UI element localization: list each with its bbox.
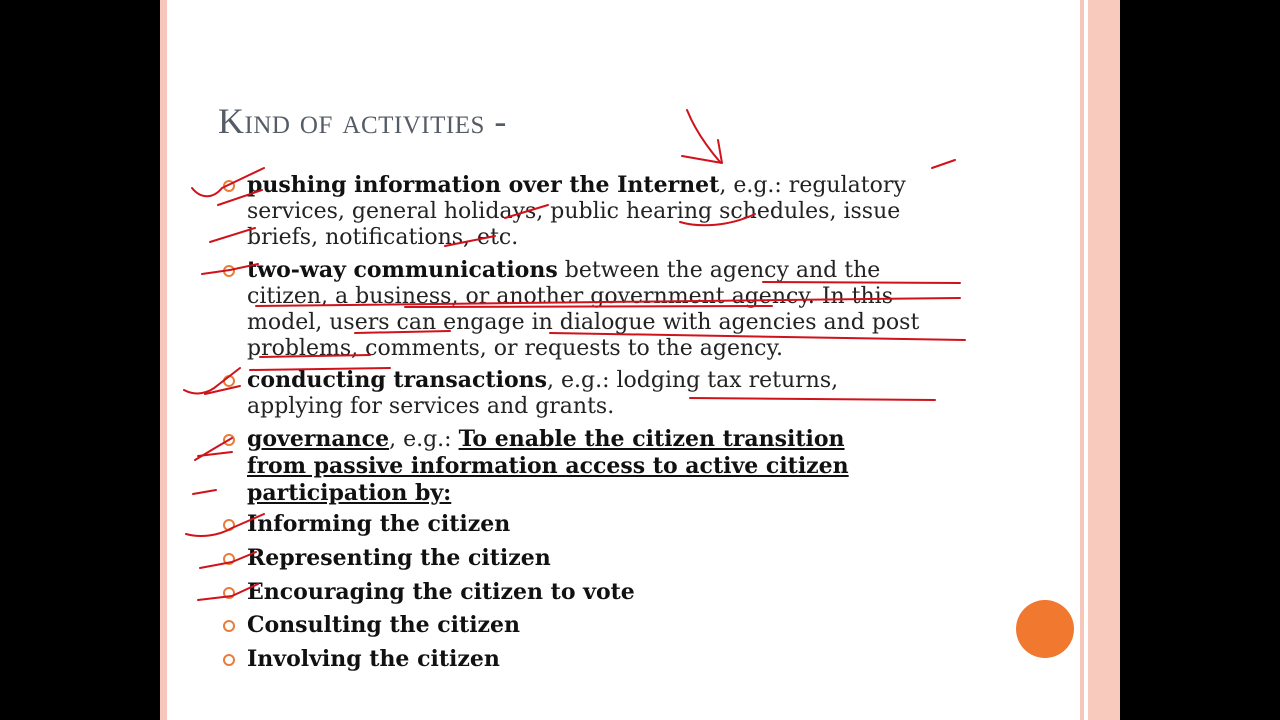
item-line [247,426,1007,453]
item-line [247,367,1007,394]
plain-text: services, general holidays, public hearing schedules, issue [247,199,901,224]
ink-tick [932,160,955,168]
item-text [247,511,1007,538]
item-text [247,579,1007,606]
item-line [247,453,1007,480]
item-text [247,257,1007,362]
slide-border-right-thin [1080,0,1084,720]
item-line [247,199,1007,225]
bold-text: Encouraging the citizen to vote [247,579,635,605]
ink-arrow-head [682,140,722,163]
bullet-circle-icon [223,180,235,192]
slide [160,0,1120,720]
item-line [247,394,1007,420]
bullet-circle-icon [223,553,235,565]
bold-text: Representing the citizen [247,545,551,571]
bold-underlined-text: participation by: [247,480,452,506]
item-line [247,646,1007,673]
bullet-item-informing [247,511,1007,538]
bold-text: Consulting the citizen [247,612,521,638]
item-text [247,426,1007,507]
plain-text: applying for services and grants. [247,394,615,419]
item-line [247,511,1007,538]
slide-border-right-wide [1088,0,1120,720]
slide-border-left [160,0,167,720]
bold-underlined-text: governance [247,426,390,452]
plain-text: , e.g.: lodging tax returns, [547,368,839,393]
ink-check-mark [205,386,240,394]
item-line [247,225,1007,251]
item-line [247,480,1007,507]
plain-text: between the agency and the [557,258,881,283]
bullet-circle-icon [223,265,235,277]
ink-check-mark [193,490,216,494]
bold-text: two-way communications [247,257,558,283]
bullet-item-representing [247,545,1007,572]
bullet-item-consulting [247,612,1007,639]
item-line [247,310,1007,336]
bold-text: Involving the citizen [247,646,500,672]
item-line [247,336,1007,362]
bullet-item-governance [247,426,1007,507]
ink-arrow-stroke [687,110,720,162]
bullet-item-pushing-information [247,172,1007,251]
plain-text: model, users can engage in dialogue with agencies and post [247,310,920,335]
bullet-circle-icon [223,375,235,387]
bold-underlined-text: To enable the citizen transition [458,426,845,452]
item-line [247,612,1007,639]
ink-check-mark [198,452,232,456]
item-text [247,172,1007,251]
item-text [247,646,1007,673]
slide-title: Kind of activities - [218,101,507,141]
item-text [247,545,1007,572]
accent-circle [1016,600,1074,658]
bullet-circle-icon [223,620,235,632]
item-line [247,172,1007,199]
bullet-item-encouraging [247,579,1007,606]
plain-text: citizen, a business, or another government agency. In this [247,284,894,309]
bullet-item-two-way-communications [247,257,1007,362]
bold-text: pushing information over the Internet [247,172,720,198]
bullet-circle-icon [223,434,235,446]
bold-text: conducting transactions [247,367,548,393]
plain-text: , e.g.: regulatory [719,173,906,198]
plain-text: problems, comments, or requests to the agency. [247,336,784,361]
item-line [247,579,1007,606]
plain-text: , e.g.: [389,427,459,452]
item-text [247,612,1007,639]
plain-text: briefs, notifications, etc. [247,225,519,250]
item-line [247,284,1007,310]
item-line [247,257,1007,284]
bullet-circle-icon [223,654,235,666]
bullet-circle-icon [223,587,235,599]
item-line [247,545,1007,572]
bold-text: Informing the citizen [247,511,511,537]
bullet-circle-icon [223,519,235,531]
item-text [247,367,1007,420]
bold-underlined-text: from passive information access to active citizen [247,453,849,479]
bullet-item-conducting-transactions [247,367,1007,420]
bullet-item-involving [247,646,1007,673]
